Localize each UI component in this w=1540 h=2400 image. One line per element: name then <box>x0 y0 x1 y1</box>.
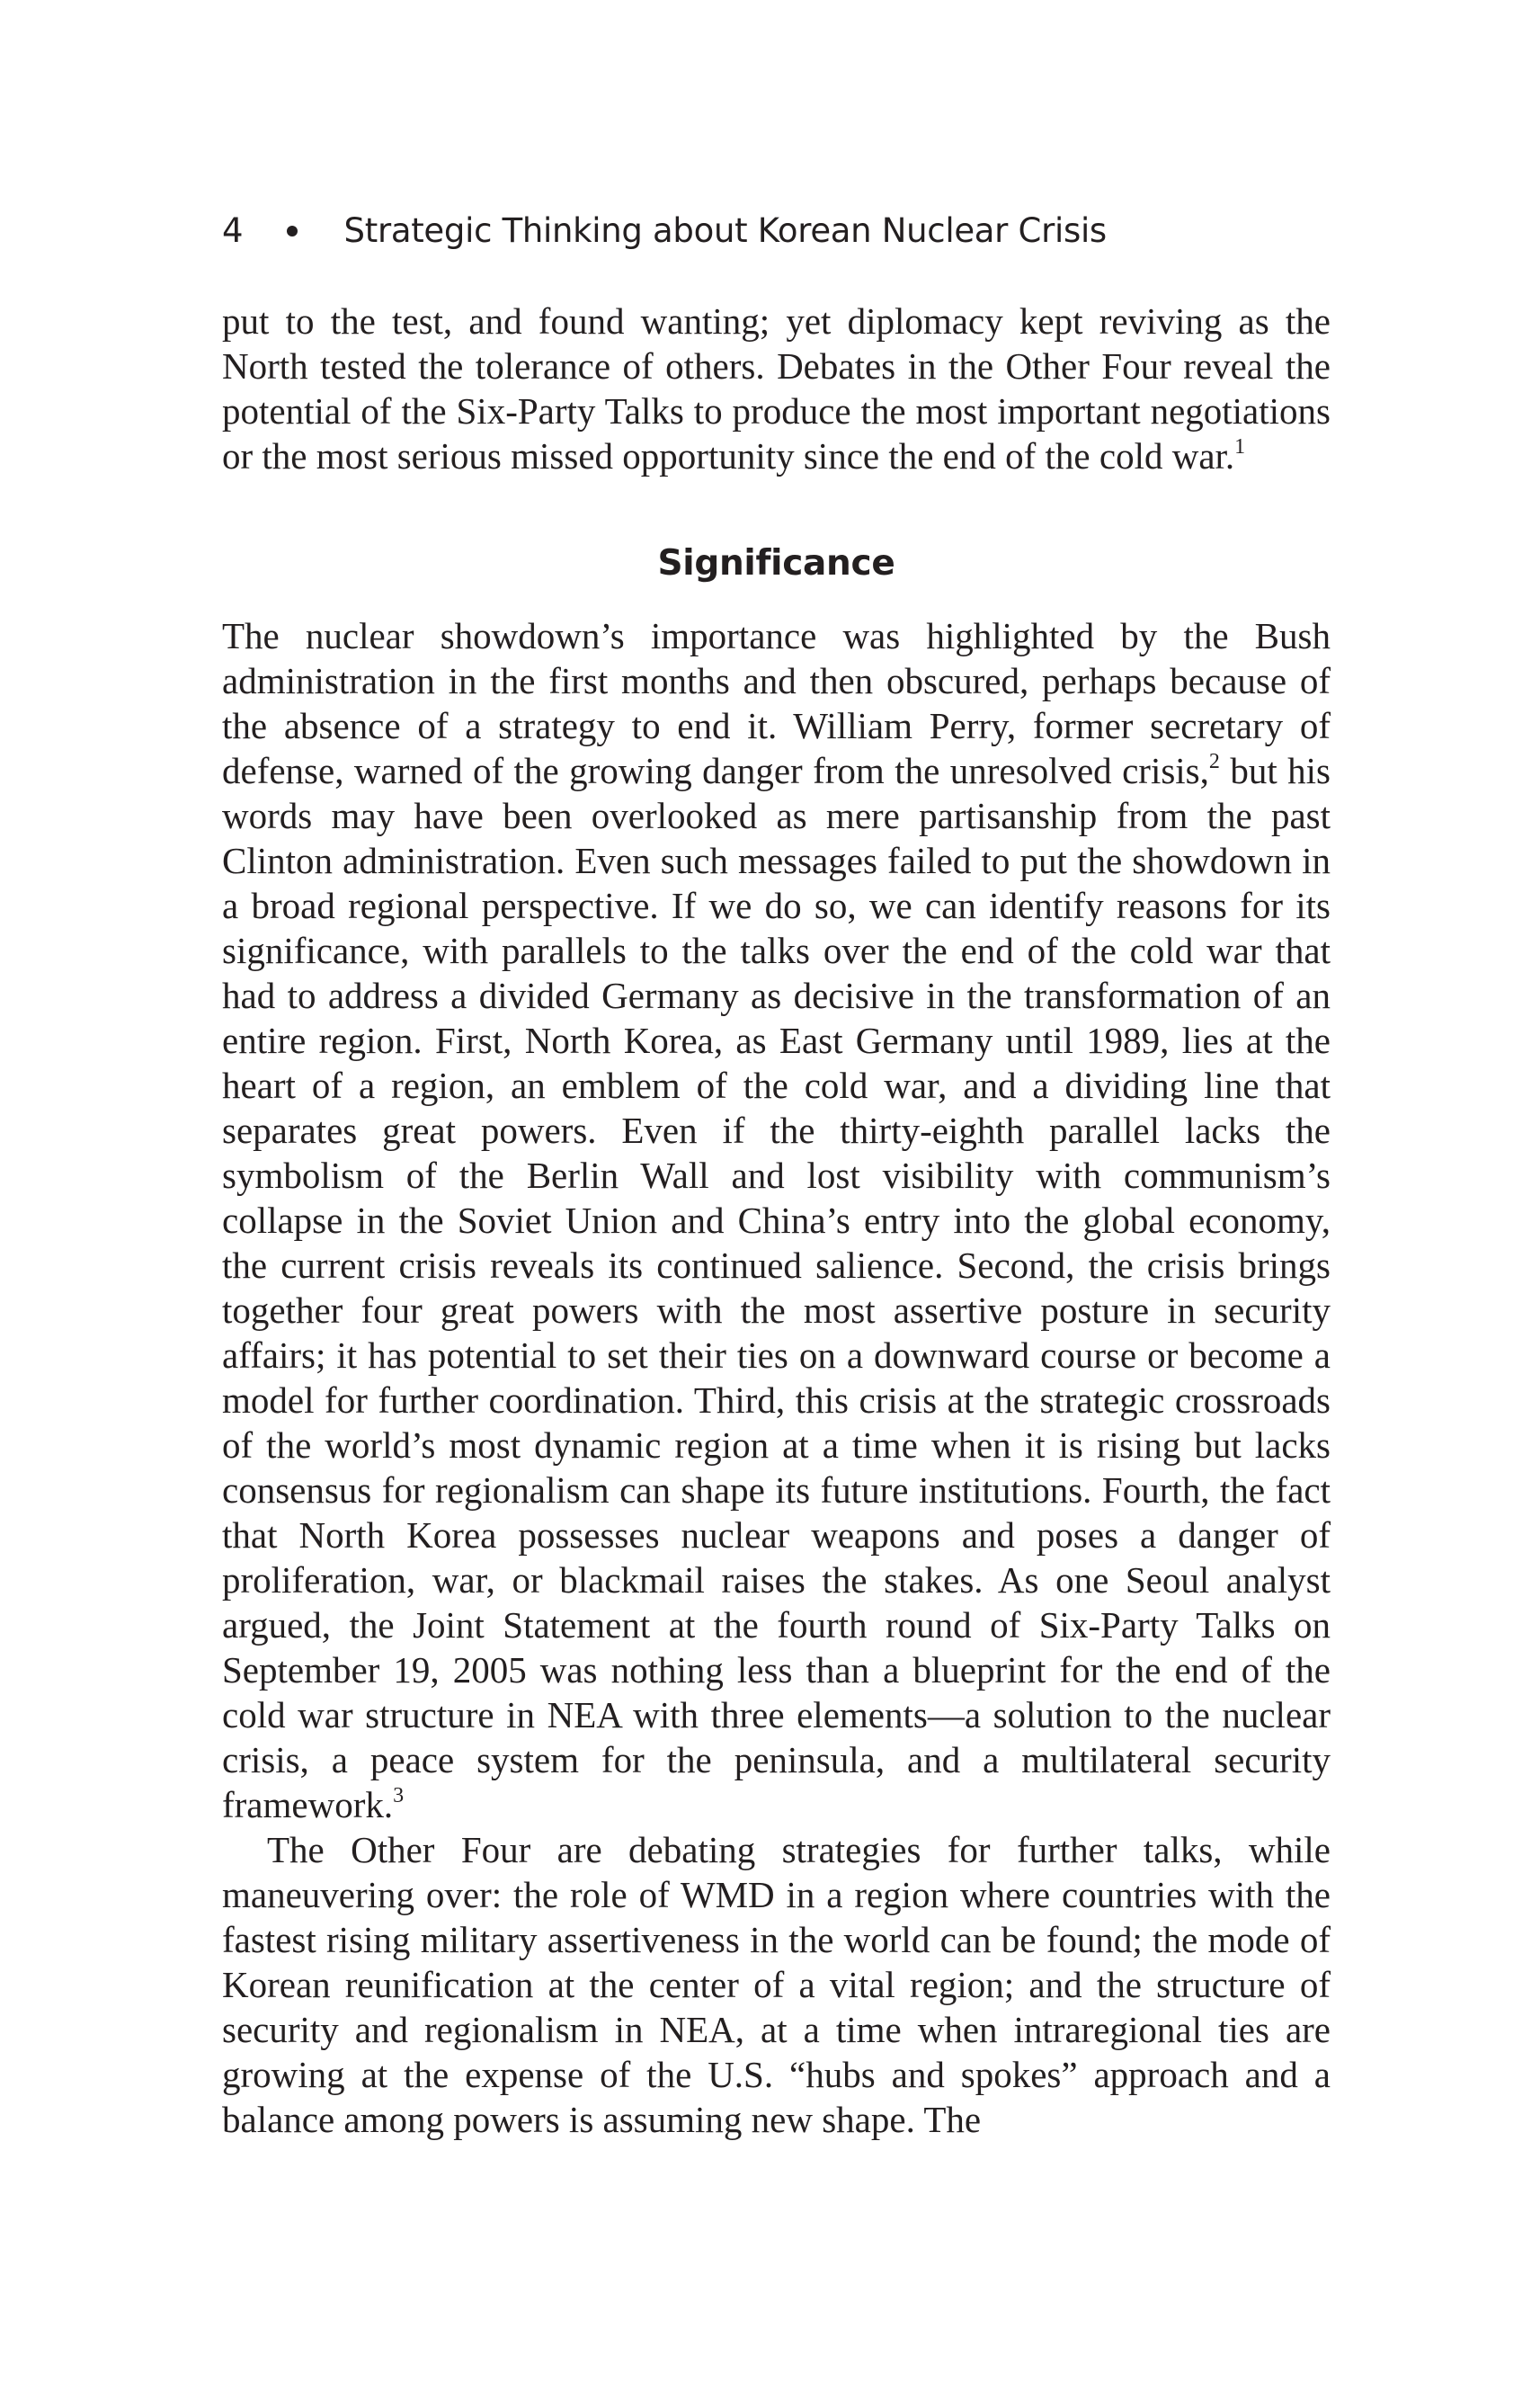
paragraph-intro-text: put to the test, and found wanting; yet diplomacy kept reviving as the North tested the tolerance of others. Debates in the Other Four reveal the potential of the Six-Party Talks to produce the most important negotiations or the most serious missed opportunity since the end of the cold war. <box>222 300 1331 477</box>
paragraph-significance <box>222 613 1331 1827</box>
paragraph-significance-text-2: but his words may have been overlooked as mere partisanship from the past Clinton administration. Even such messages failed to put the showdown in a broad regional perspective. If we do so, we can identify reasons for its significance, with parallels to the talks over the end of the cold war that had to address a divided Germany as decisive in the transformation of an entire region. First, North Korea, as East Germany until 1989, lies at the heart of a region, an emblem of the cold war, and a dividing line that separates great powers. Even if the thirty-eighth parallel lacks the symbolism of the Berlin Wall and lost visibility with communism’s collapse in the Soviet Union and China’s entry into the global economy, the current crisis reveals its continued salience. Second, the crisis brings together four great powers with the most assertive posture in security affairs; it has potential to set their ties on a downward course or become a model for further coordination. Third, this crisis at the strategic crossroads of the world’s most dynamic region at a time when it is rising but lacks consensus for regionalism can shape its future institutions. Fourth, the fact that North Korea possesses nuclear weapons and poses a danger of proliferation, war, or blackmail raises the stakes. As one Seoul analyst argued, the Joint Statement at the fourth round of Six-Party Talks on September 19, 2005 was nothing less than a blueprint for the end of the cold war structure in NEA with three elements—a solution to the nuclear crisis, a peace system for the peninsula, and a multilateral security framework. <box>222 750 1331 1825</box>
paragraph-other-four: The Other Four are debating strategies for further talks, while maneuvering over: the role of WMD in a region where countries with the fastest rising military assertiveness in the world can be found; the mode of Korean reunification at the center of a vital region; and the structure of security and regionalism in NEA, at a time when intraregional ties are growing at the expense of the U.S. “hubs and spokes” approach and a balance among powers is assuming new shape. The <box>222 1829 1331 2140</box>
paragraph-intro <box>222 299 1331 478</box>
footnote-ref-2: 2 <box>1208 750 1220 774</box>
running-head <box>222 209 1107 254</box>
page-number: 4 <box>222 211 244 250</box>
section-heading: Significance <box>657 543 895 584</box>
footnote-ref-1: 1 <box>1234 435 1246 459</box>
paragraph-significance-text-1: The nuclear showdown’s importance was highlighted by the Bush administration in the first months and then obscured, perhaps because of the absence of a strategy to end it. William Perry, former secretary of defense, warned of the growing danger from the unresolved crisis, <box>222 615 1331 791</box>
intro-block <box>222 299 1331 478</box>
significance-block <box>222 613 1331 2142</box>
footnote-ref-3: 3 <box>393 1784 405 1808</box>
running-title: Strategic Thinking about Korean Nuclear Crisis <box>343 211 1107 250</box>
bullet-separator-icon <box>287 226 298 236</box>
